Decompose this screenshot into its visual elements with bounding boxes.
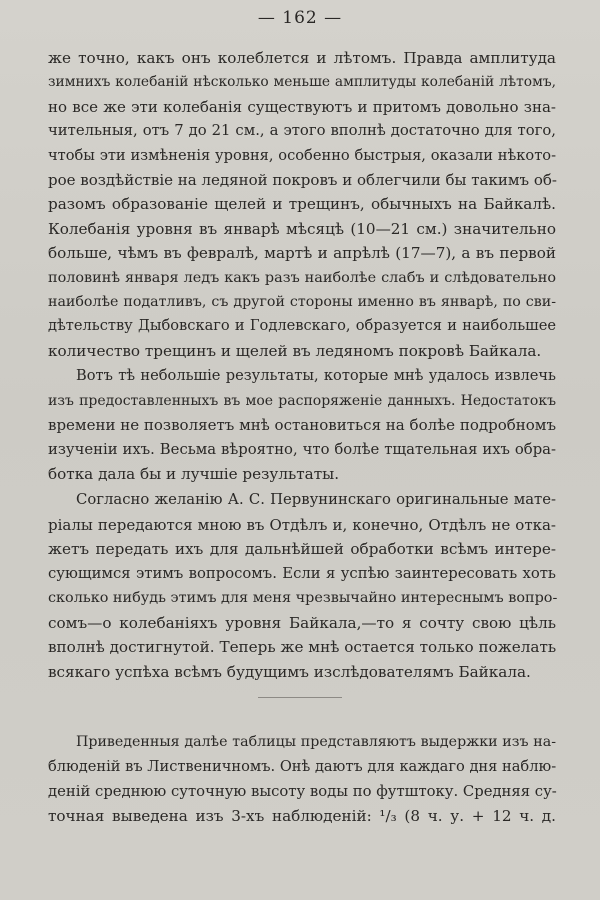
text-line: зимнихъ колебаній нѣсколько меньше амплитуды колебаній лѣтомъ, [48,74,556,90]
text-line: больше, чѣмъ въ февралѣ, мартѣ и апрѣлѣ (17—7), а въ первой [48,244,556,262]
text-line: чтобы эти измѣненія уровня, особенно быстрыя, оказали нѣкото- [48,147,556,164]
page-number: — 162 — [257,8,343,28]
section-divider [258,697,342,698]
text-line: Вотъ тѣ небольшіе результаты, которые мнѣ удалось извлечь [76,367,556,384]
text-line: блюденій въ Лиственичномъ. Онѣ даютъ для каждаго дня наблю- [48,758,557,775]
text-line: Приведенныя далѣе таблицы представляютъ выдержки изъ на- [76,734,556,750]
text-line: Согласно желанію А. С. Первунинскаго оригинальные мате- [76,491,556,508]
text-line: ботка дала бы и лучшіе результаты. [48,465,340,483]
text-line: жетъ передать ихъ для дальнѣйшей обработки всѣмъ интере- [48,540,556,558]
text-line: наиболѣе податливъ, съ другой стороны именно въ январѣ, по сви- [48,294,556,310]
text-line: сомъ—о колебаніяхъ уровня Байкала,—то я сочту свою цѣль [48,614,556,632]
text-line: но все же эти колебанія существуютъ и притомъ довольно зна- [48,98,556,116]
text-line: же точно, какъ онъ колеблется и лѣтомъ. Правда амплитуда [48,49,556,67]
text-line: рое воздѣйствіе на ледяной покровъ и облегчили бы такимъ об- [48,171,557,189]
text-line: точная выведена изъ 3-хъ наблюденій: ¹/₃ (8 ч. у. + 12 ч. д. [48,807,556,825]
text-line: сколько нибудь этимъ для меня чрезвычайно интереснымъ вопро- [48,590,558,606]
text-line: количество трещинъ и щелей въ ледяномъ покровѣ Байкала. [48,342,542,360]
text-line: разомъ образованіе щелей и трещинъ, обычныхъ на Байкалѣ. [48,195,556,213]
text-line: сующимся этимъ вопросомъ. Если я успѣю заинтересовать хоть [48,565,556,582]
text-line: времени не позволяетъ мнѣ остановиться на болѣе подробномъ [48,416,556,434]
text-line: Колебанія уровня въ январѣ мѣсяцѣ (10—21 см.) значительно [48,220,556,238]
text-line: деній среднюю суточную высоту воды по футштоку. Средняя су- [48,783,557,800]
text-line: вполнѣ достигнутой. Теперь же мнѣ остается только пожелать [48,638,557,656]
text-line: половинѣ января ледъ какъ разъ наиболѣе слабъ и слѣдовательно [48,270,556,286]
text-line: дѣтельству Дыбовскаго и Годлевскаго, образуется и наибольшее [48,317,556,334]
text-line: чительныя, отъ 7 до 21 см., а этого вполнѣ достаточно для того, [48,122,556,139]
text-line: изученіи ихъ. Весьма вѣроятно, что болѣе тщательная ихъ обра- [48,441,556,458]
text-line: всякаго успѣха всѣмъ будущимъ изслѣдователямъ Байкала. [48,663,531,681]
text-line: ріалы передаются мною въ Отдѣлъ и, конечно, Отдѣлъ не отка- [48,516,556,534]
text-line: изъ предоставленныхъ въ мое распоряженіе данныхъ. Недостатокъ [48,393,556,409]
